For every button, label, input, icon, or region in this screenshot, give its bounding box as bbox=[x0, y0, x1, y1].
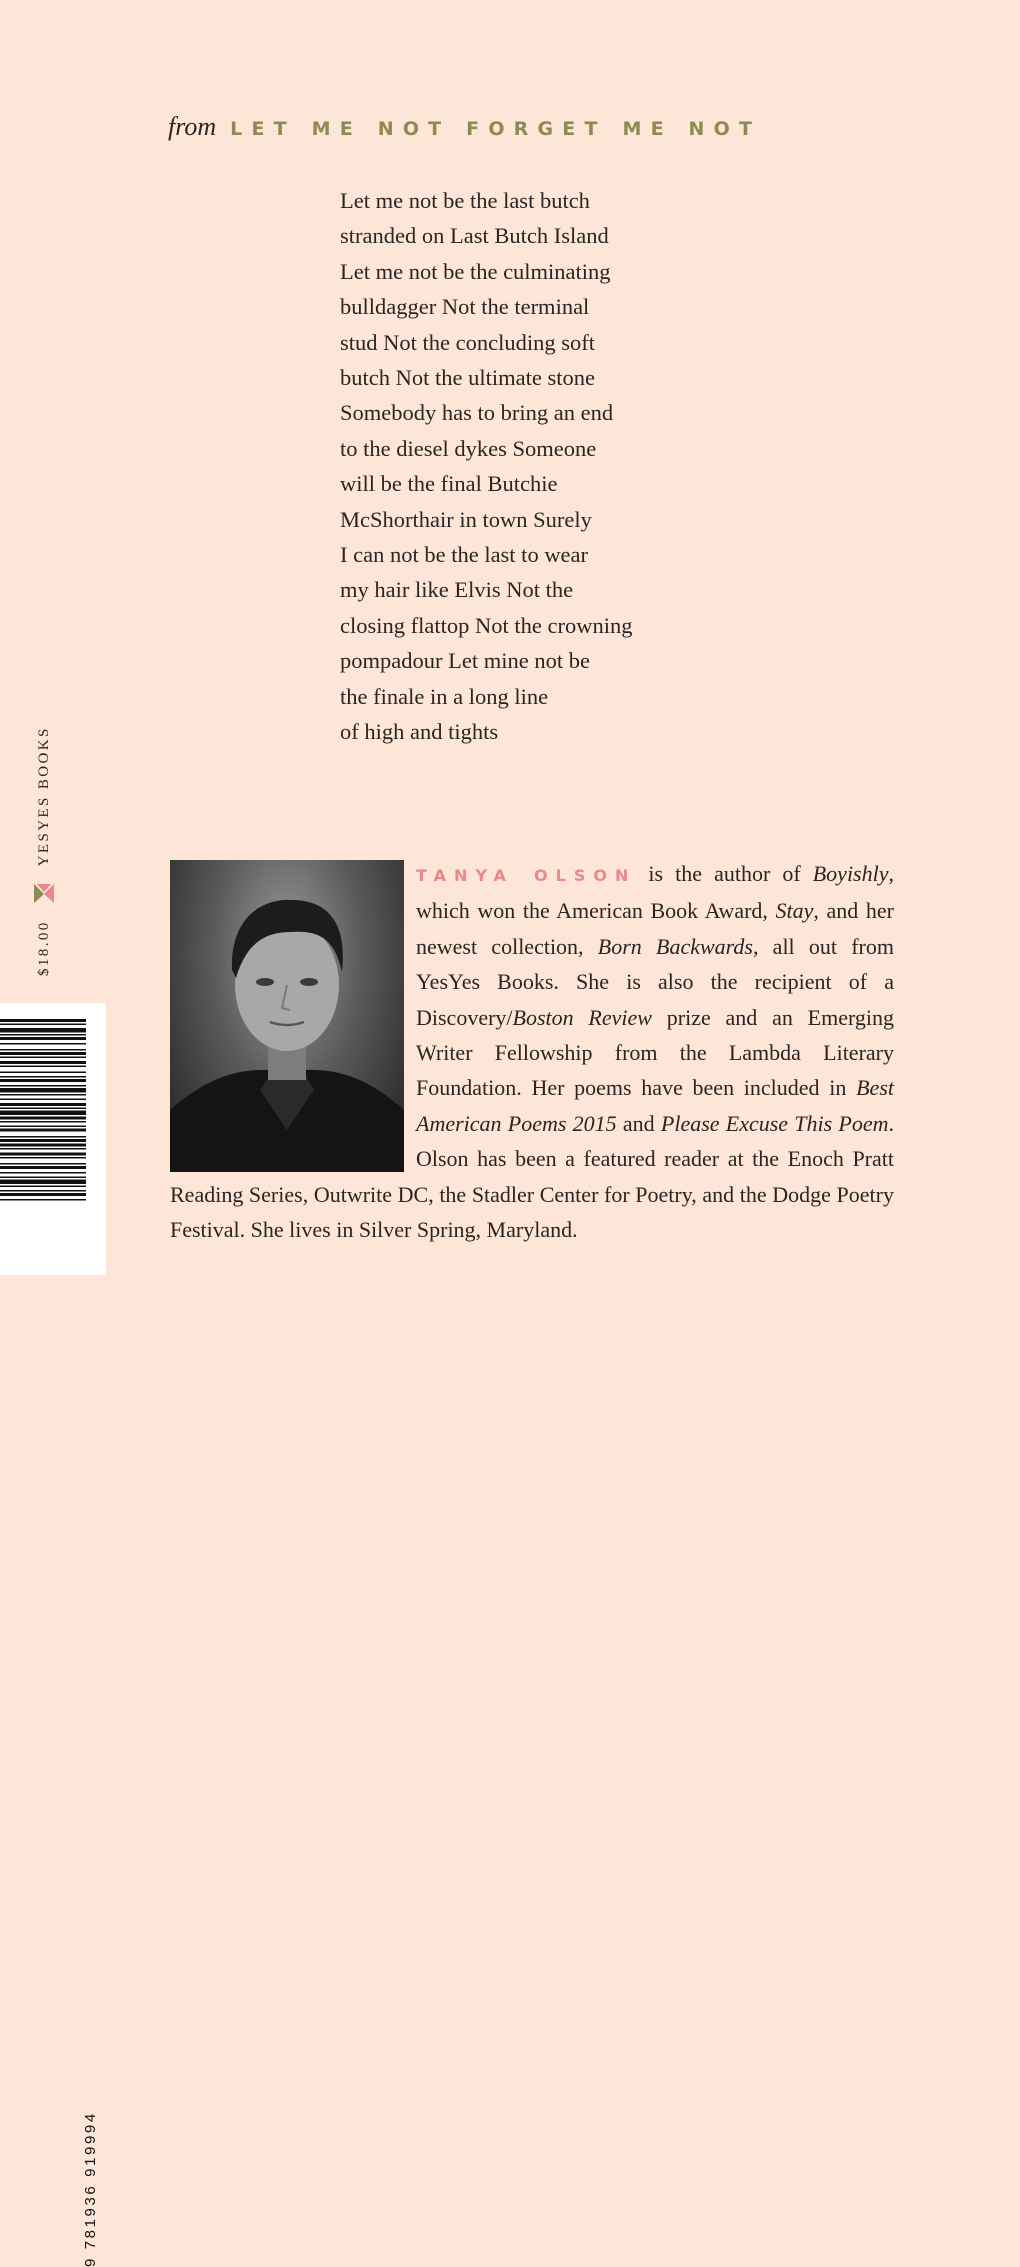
poem-line: of high and tights bbox=[340, 719, 499, 745]
barcode-bar bbox=[0, 1052, 86, 1055]
barcode-bar bbox=[0, 1186, 86, 1188]
poem-line: stud Not the concluding soft bbox=[340, 329, 595, 355]
barcode-bar bbox=[0, 1193, 86, 1196]
barcode-bars bbox=[0, 1019, 86, 1259]
poem-line: butch Not the ultimate stone bbox=[340, 365, 595, 391]
barcode-bar bbox=[0, 1190, 86, 1192]
barcode-bar bbox=[0, 1076, 86, 1078]
barcode-bar bbox=[0, 1177, 86, 1179]
barcode-bar bbox=[0, 1057, 86, 1059]
poem-line: the finale in a long line bbox=[340, 683, 549, 709]
publisher-name: YESYES BOOKS bbox=[35, 726, 52, 867]
barcode-bar bbox=[0, 1157, 86, 1159]
barcode-bar bbox=[0, 1126, 86, 1128]
poem-line: will be the final Butchie bbox=[340, 471, 558, 497]
anthology-title: Best American Poems 2015 bbox=[416, 1075, 894, 1136]
poem-heading bbox=[168, 112, 928, 142]
barcode-bar bbox=[0, 1049, 86, 1051]
poem-line: Somebody has to bring an end bbox=[340, 400, 614, 426]
price-label: $18.00 bbox=[35, 920, 52, 976]
poem-line: I can not be the last to wear bbox=[340, 542, 589, 568]
poem-line: Let me not be the last butch bbox=[340, 188, 590, 213]
barcode-bar bbox=[0, 1166, 86, 1169]
barcode-bar bbox=[0, 1043, 86, 1045]
book-title: Stay bbox=[775, 898, 814, 924]
barcode bbox=[0, 1003, 106, 2267]
book-title: Born Backwards bbox=[597, 933, 753, 959]
barcode-bar bbox=[0, 1094, 86, 1096]
barcode-bar bbox=[0, 1019, 86, 1022]
barcode-bar bbox=[0, 1199, 86, 1201]
publisher-logo-icon bbox=[33, 882, 55, 904]
barcode-bar bbox=[0, 1163, 86, 1165]
poem-line: stranded on Last Butch Island bbox=[340, 223, 609, 249]
journal-title: Boston Review bbox=[512, 1004, 652, 1030]
poem-line: Let me not be the culminating bbox=[340, 258, 611, 284]
barcode-bar bbox=[0, 1066, 86, 1068]
barcode-bar bbox=[0, 1024, 86, 1026]
barcode-bar bbox=[0, 1061, 86, 1064]
poem-line: closing flattop Not the crowning bbox=[340, 612, 633, 638]
poem-line: McShorthair in town Surely bbox=[340, 506, 592, 532]
barcode-bar bbox=[0, 1103, 86, 1106]
barcode-bar bbox=[0, 1099, 86, 1101]
poem-line: bulldagger Not the terminal bbox=[340, 294, 590, 320]
author-name: TANYA OLSON bbox=[416, 866, 637, 885]
barcode-bar bbox=[0, 1148, 86, 1150]
poem-line: to the diesel dykes Someone bbox=[340, 435, 597, 461]
barcode-bar bbox=[0, 1034, 86, 1036]
poem-line: my hair like Elvis Not the bbox=[340, 577, 574, 603]
poem-title: LET ME NOT FORGET ME NOT bbox=[230, 118, 762, 140]
barcode-bar bbox=[0, 1072, 86, 1074]
barcode-bar bbox=[0, 1139, 86, 1142]
anthology-title: Please Excuse This Poem bbox=[660, 1110, 889, 1136]
author-bio: TANYA OLSON is the author of Boyishly, which won the American Book Award, Stay, and her newest collection, Born Backwards, all out from YesYes Books. She is also the recipient of a Discovery/Boston Review prize and an Emerging Writer Fellowship from the Lambda Literary Foundation. Her poems have been included in Best American Poems 2015 and Please Excuse This Poem. Olson has been a featured reader at the Enoch Pratt Reading Series, Outwrite DC, the Stadler Center for Poetry, and the Dodge Poetry Festival. She lives in Silver Spring, Maryland. bbox=[170, 861, 895, 1243]
barcode-bar bbox=[0, 1037, 86, 1040]
from-label: from bbox=[168, 112, 217, 141]
barcode-bar bbox=[0, 1079, 86, 1082]
book-title: Boyishly bbox=[812, 861, 889, 886]
barcode-bar bbox=[0, 1136, 86, 1138]
barcode-bar bbox=[0, 1121, 86, 1123]
barcode-bar bbox=[0, 1108, 86, 1110]
barcode-bar bbox=[0, 1085, 86, 1087]
poem-line: pompadour Let mine not be bbox=[340, 648, 590, 674]
barcode-bar bbox=[0, 1028, 86, 1033]
barcode-bar bbox=[0, 1111, 86, 1116]
barcode-bar bbox=[0, 1117, 86, 1120]
isbn-number: 9 781936 919994 bbox=[82, 2111, 99, 2267]
barcode-bar bbox=[0, 1153, 86, 1156]
barcode-bar bbox=[0, 1088, 86, 1093]
barcode-bar bbox=[0, 1180, 86, 1185]
poem-excerpt bbox=[340, 183, 700, 750]
spine-info bbox=[26, 676, 62, 976]
barcode-bar bbox=[0, 1172, 86, 1174]
barcode-bar bbox=[0, 1144, 86, 1147]
barcode-bar bbox=[0, 1129, 86, 1132]
